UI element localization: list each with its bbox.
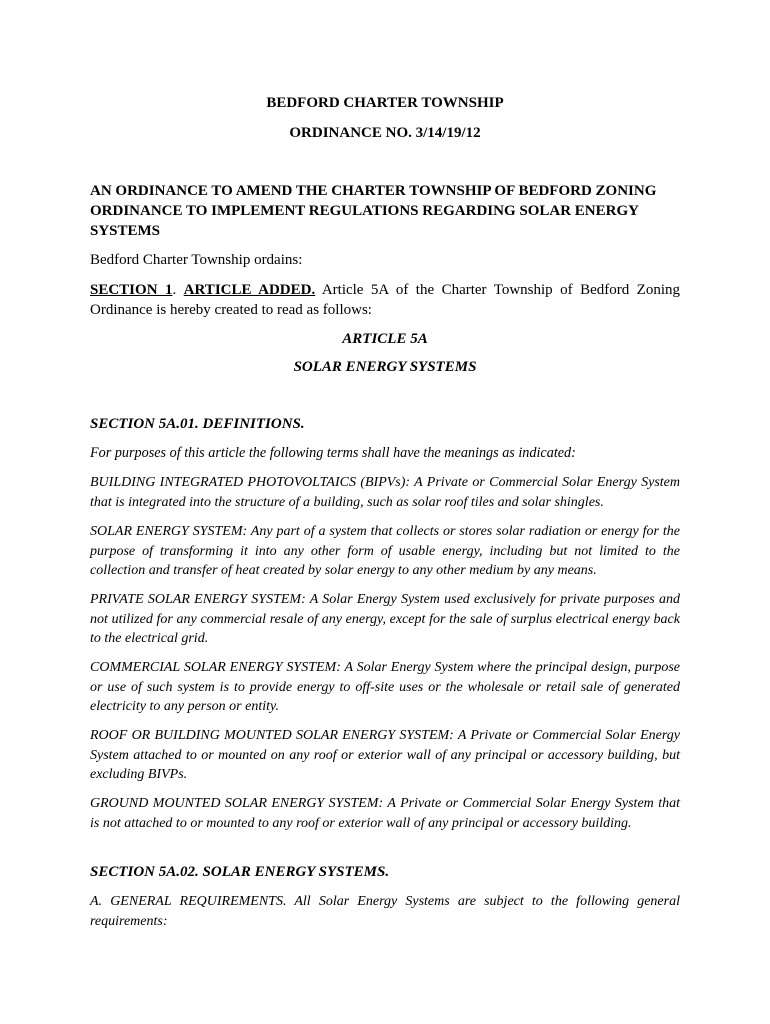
article-number: ARTICLE 5A (342, 331, 428, 347)
definition-ground-mounted-system: GROUND MOUNTED SOLAR ENERGY SYSTEM: A Private or Commercial Solar Energy System that is not attached to or mounted to any roof or exterior wall of any principal or accessory building. (90, 796, 680, 831)
article-name: SOLAR ENERGY SYSTEMS (293, 359, 477, 375)
definition-commercial-system: COMMERCIAL SOLAR ENERGY SYSTEM: A Solar Energy System where the principal design, purpose or use of such system is to provide energy to off-site uses or the wholesale or retail sale of generated electricity to any person or entity. (90, 660, 680, 714)
ordinance-number: ORDINANCE NO. 3/14/19/12 (289, 125, 481, 141)
definition-roof-mounted-system: ROOF OR BUILDING MOUNTED SOLAR ENERGY SYSTEM: A Private or Commercial Solar Energy System attached to or mounted on any roof or exterior wall of any principal or accessory building, but excluding BIVPs. (90, 728, 680, 782)
definition-private-system: PRIVATE SOLAR ENERGY SYSTEM: A Solar Energy System used exclusively for private purposes and not utilized for any commercial resale of any energy, except for the sale of surplus electrical energy back to the electrical grid. (90, 592, 680, 646)
general-requirements: A. GENERAL REQUIREMENTS. All Solar Energy Systems are subject to the following general requirements: (90, 894, 680, 929)
definitions-intro: For purposes of this article the following terms shall have the meanings as indicated: (90, 445, 576, 461)
section-1-paragraph (90, 280, 680, 320)
section-5a02-heading: SECTION 5A.02. SOLAR ENERGY SYSTEMS. (90, 864, 390, 880)
section-1-label: SECTION 1 (90, 282, 173, 298)
definition-solar-energy-system: SOLAR ENERGY SYSTEM: Any part of a system that collects or stores solar radiation or energy for the purpose of transforming it into any other form of usable energy, including but not limited to the collection and transfer of heat created by solar energy to any other medium by any means. (90, 524, 680, 578)
section-5a01-heading: SECTION 5A.01. DEFINITIONS. (90, 416, 305, 432)
ordinance-title: AN ORDINANCE TO AMEND THE CHARTER TOWNSHIP OF BEDFORD ZONING ORDINANCE TO IMPLEMENT REGULATIONS REGARDING SOLAR ENERGY SYSTEMS (90, 183, 657, 239)
ordains-statement: Bedford Charter Township ordains: (90, 252, 303, 268)
section-1-text: Article 5A of the Charter Township of Bedford Zoning Ordinance is hereby created to read as follows: (90, 282, 680, 318)
township-heading: BEDFORD CHARTER TOWNSHIP (266, 95, 504, 111)
definition-bipv: BUILDING INTEGRATED PHOTOVOLTAICS (BIPVs): A Private or Commercial Solar Energy System that is integrated into the structure of a building, such as solar roof tiles and solar shingles. (90, 475, 680, 510)
section-1-separator: . (172, 282, 184, 298)
section-1-heading: ARTICLE ADDED. (183, 282, 316, 298)
